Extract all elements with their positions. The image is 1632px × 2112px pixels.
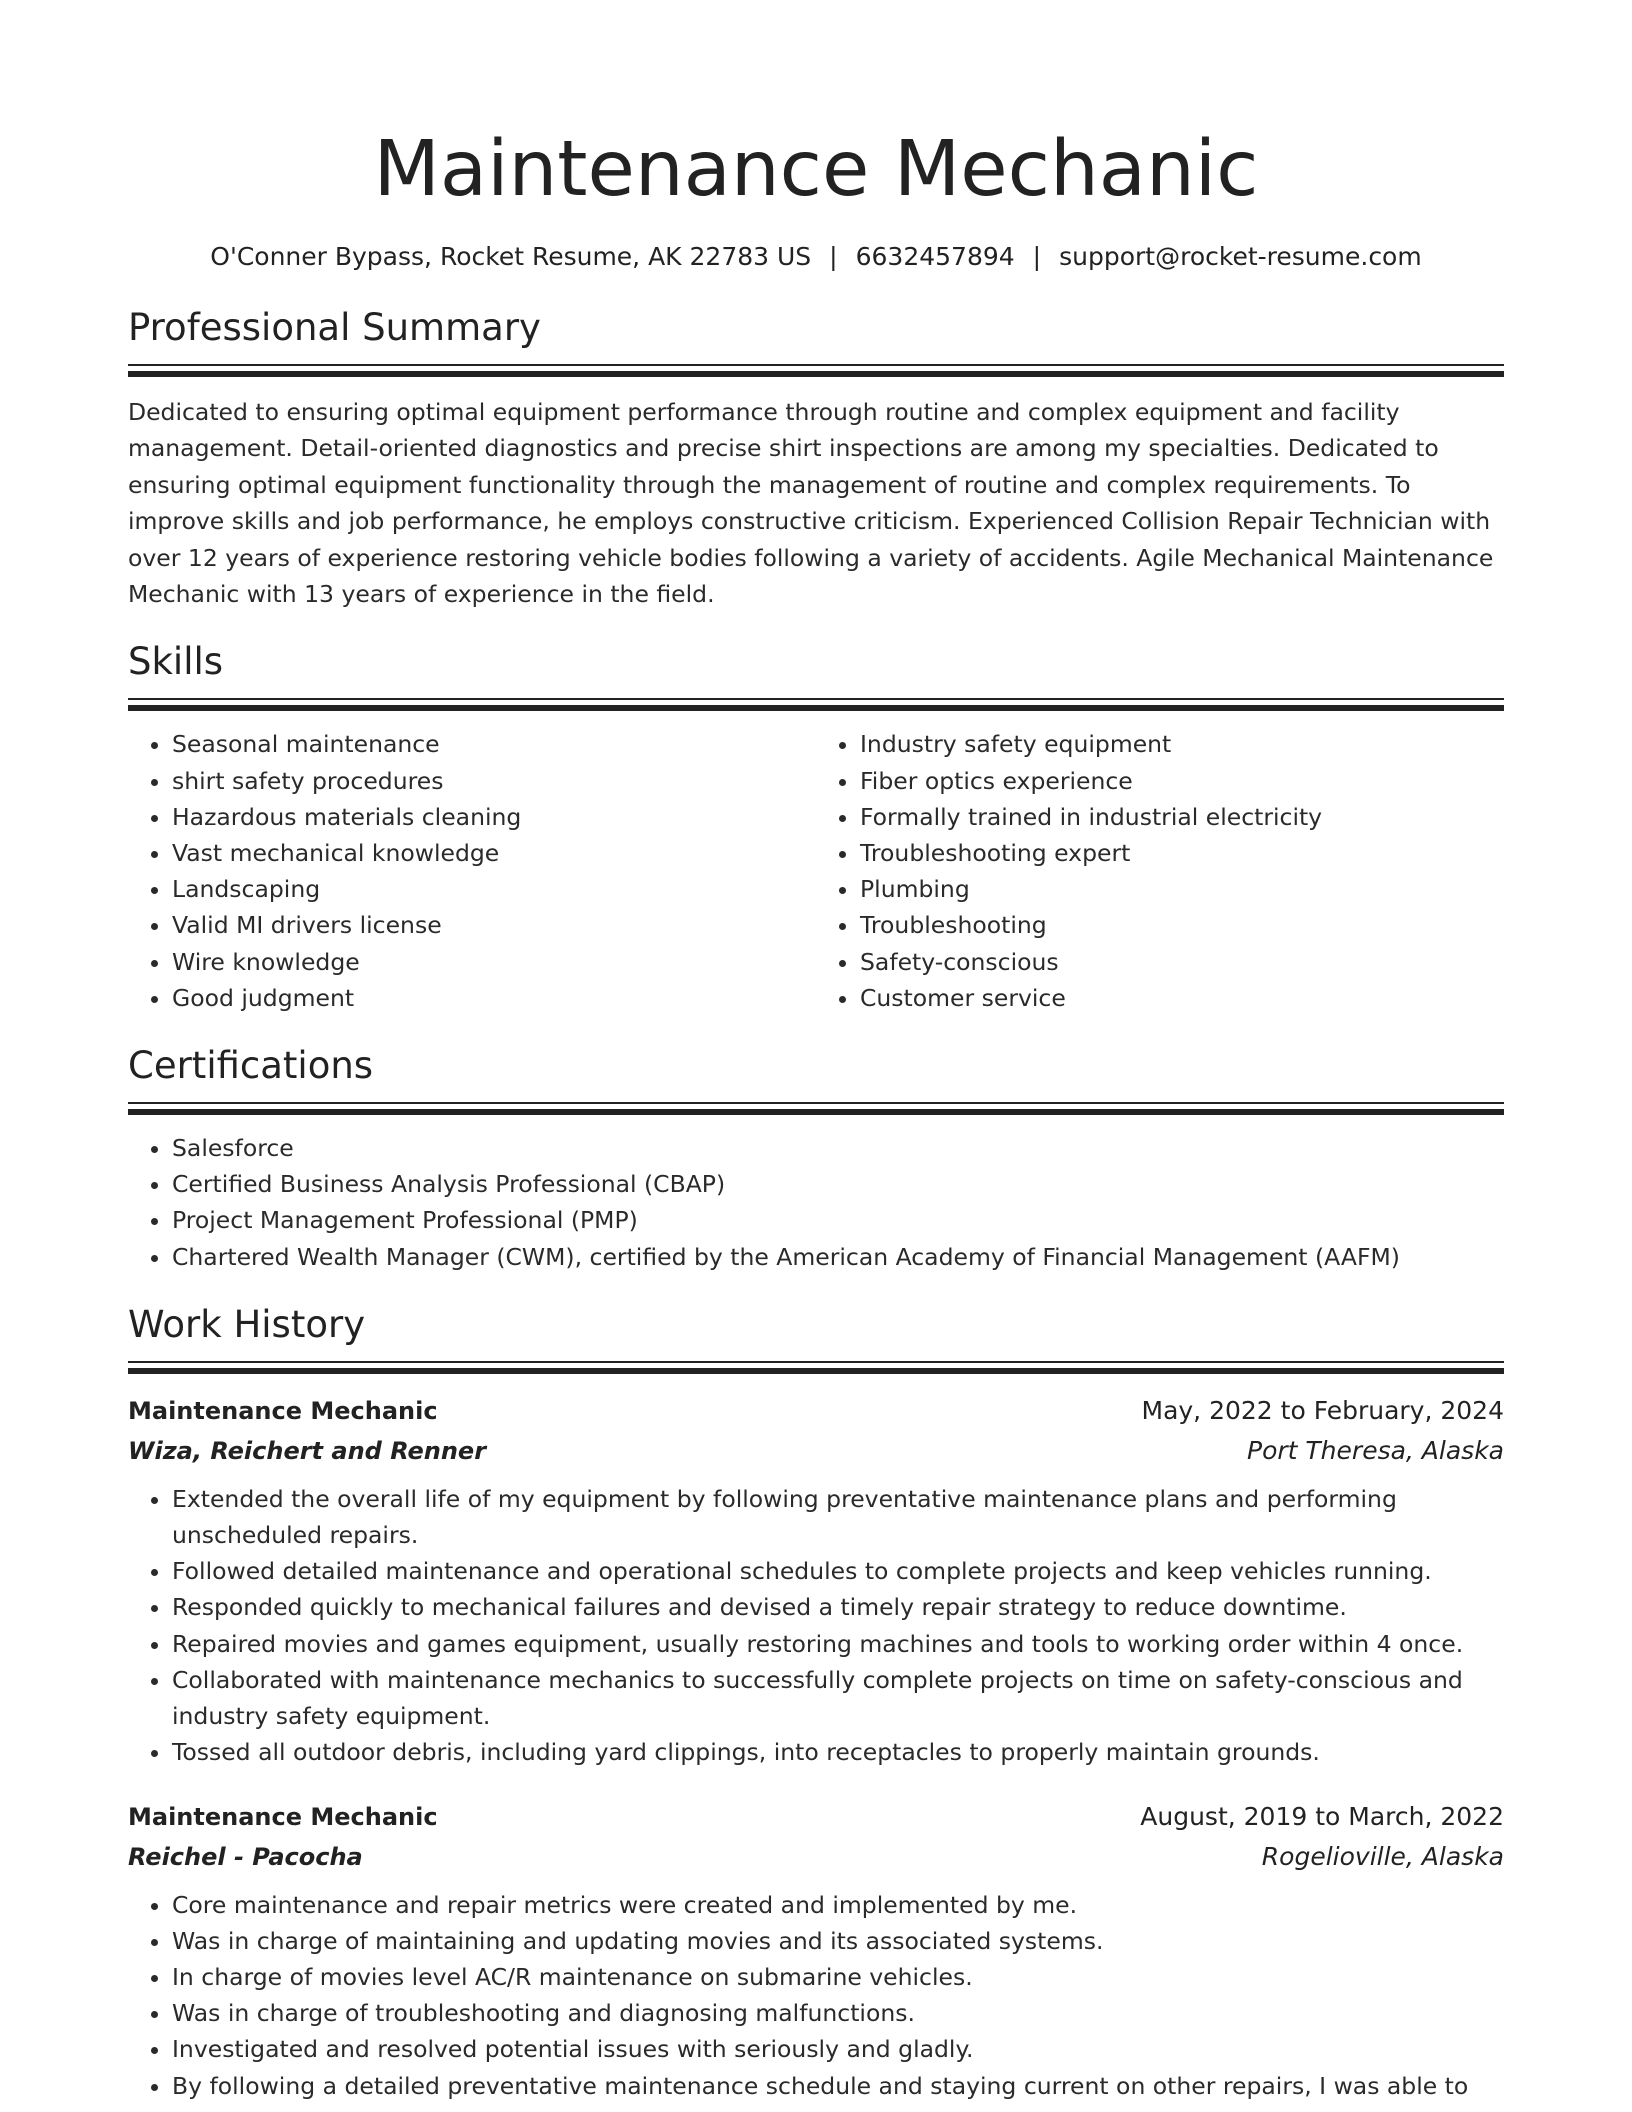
resume-name: Maintenance Mechanic — [373, 125, 1259, 214]
contact-phone: 6632457894 — [855, 242, 1015, 271]
job-duty-item: • Tossed all outdoor debris, including yard clippings, into receptacles to properly maintain grounds. — [172, 1734, 1504, 1770]
contact-separator: | — [1032, 242, 1042, 271]
job-company: Reichel - Pacocha — [128, 1842, 363, 1871]
job-duty-item: • Was in charge of troubleshooting and diagnosing malfunctions. — [172, 1995, 1504, 2031]
job-location: Rogelioville, Alaska — [1261, 1841, 1504, 1871]
skill-item: • Troubleshooting — [860, 907, 1504, 943]
job-duty-item: • Investigated and resolved potential issues with seriously and gladly. — [172, 2031, 1504, 2067]
job-title: Maintenance Mechanic — [128, 1396, 438, 1425]
work-history-section — [128, 1301, 1504, 2104]
skill-item: • Troubleshooting expert — [860, 835, 1504, 871]
job-duty-item: • By following a detailed preventative maintenance schedule and staying current on other repairs, I was able to — [172, 2068, 1504, 2104]
job-duty-item: • Collaborated with maintenance mechanics to successfully complete projects on time on safety-conscious and industry safety equipment. — [172, 1662, 1504, 1734]
job-dates: August, 2019 to March, 2022 — [1140, 1801, 1504, 1831]
job-entry — [128, 1797, 1504, 2104]
skill-item: • Seasonal maintenance — [172, 726, 816, 762]
skill-item: • Industry safety equipment — [860, 726, 1504, 762]
certification-item: • Certified Business Analysis Professional (CBAP) — [172, 1166, 1504, 1202]
summary-section — [128, 304, 1504, 612]
certification-item: • Chartered Wealth Manager (CWM), certified by the American Academy of Financial Management (AAFM) — [172, 1239, 1504, 1275]
section-divider — [128, 1361, 1504, 1373]
skill-item: • Hazardous materials cleaning — [172, 799, 816, 835]
skill-item: • Customer service — [860, 980, 1504, 1016]
contact-email: support@rocket-resume.com — [1059, 242, 1422, 271]
job-company-row — [128, 1837, 1504, 1877]
job-duty-item: • Repaired movies and games equipment, usually restoring machines and tools to working order within 4 once. — [172, 1626, 1504, 1662]
job-duty-item: • In charge of movies level AC/R maintenance on submarine vehicles. — [172, 1959, 1504, 1995]
job-duty-item: • Followed detailed maintenance and operational schedules to complete projects and keep vehicles running. — [172, 1553, 1504, 1589]
section-title-summary: Professional Summary — [128, 306, 541, 349]
skills-list-right — [816, 726, 1504, 1016]
job-header-row — [128, 1797, 1504, 1837]
contact-address: O'Conner Bypass, Rocket Resume, AK 22783 US — [210, 242, 812, 271]
job-company: Wiza, Reichert and Renner — [128, 1436, 487, 1465]
summary-text: Dedicated to ensuring optimal equipment performance through routine and complex equipment and facility management. Detail-oriented diagnostics and precise shirt inspections are among my specialties. Dedicated to ensuring optimal equipment functionality through the management of routine and complex requirements. To improve skills and job performance, he employs constructive criticism. Experienced Collision Repair Technician with over 12 years of experience restoring vehicle bodies following a variety of accidents. Agile Mechanical Maintenance Mechanic with 13 years of experience in the field. — [128, 398, 1494, 609]
skill-item: • Landscaping — [172, 871, 816, 907]
skills-grid — [128, 726, 1504, 1016]
certification-item: • Salesforce — [172, 1130, 1504, 1166]
skill-item: • shirt safety procedures — [172, 763, 816, 799]
job-duties-list — [128, 1481, 1504, 1771]
skill-item: • Vast mechanical knowledge — [172, 835, 816, 871]
skill-item: • Fiber optics experience — [860, 763, 1504, 799]
job-duty-item: • Was in charge of maintaining and updating movies and its associated systems. — [172, 1923, 1504, 1959]
skills-list-left — [128, 726, 816, 1016]
job-duty-item: • Core maintenance and repair metrics were created and implemented by me. — [172, 1887, 1504, 1923]
job-company-row — [128, 1431, 1504, 1471]
skill-item: • Good judgment — [172, 980, 816, 1016]
certifications-section — [128, 1042, 1504, 1275]
section-title-certifications: Certifications — [128, 1044, 374, 1088]
contact-line — [128, 240, 1504, 274]
job-title: Maintenance Mechanic — [128, 1802, 438, 1831]
contact-separator: | — [829, 242, 838, 271]
skill-item: • Safety-conscious — [860, 944, 1504, 980]
section-divider — [128, 364, 1504, 376]
skills-section — [128, 638, 1504, 1016]
skill-item: • Plumbing — [860, 871, 1504, 907]
job-duties-list — [128, 1887, 1504, 2104]
job-entry — [128, 1391, 1504, 1771]
section-title-work-history: Work History — [128, 1302, 366, 1346]
job-duty-item: • Responded quickly to mechanical failures and devised a timely repair strategy to reduce downtime. — [172, 1589, 1504, 1625]
job-duty-item: • Extended the overall life of my equipment by following preventative maintenance plans and performing unscheduled repairs. — [172, 1481, 1504, 1553]
job-header-row — [128, 1391, 1504, 1431]
skill-item: • Formally trained in industrial electricity — [860, 799, 1504, 835]
certifications-list — [128, 1130, 1504, 1275]
certification-item: • Project Management Professional (PMP) — [172, 1202, 1504, 1238]
skill-item: • Valid MI drivers license — [172, 907, 816, 943]
job-dates: May, 2022 to February, 2024 — [1141, 1395, 1504, 1425]
job-location: Port Theresa, Alaska — [1247, 1435, 1504, 1465]
section-title-skills: Skills — [128, 640, 224, 684]
skill-item: • Wire knowledge — [172, 944, 816, 980]
section-divider — [128, 1102, 1504, 1114]
resume-page — [128, 0, 1504, 2104]
section-divider — [128, 698, 1504, 710]
